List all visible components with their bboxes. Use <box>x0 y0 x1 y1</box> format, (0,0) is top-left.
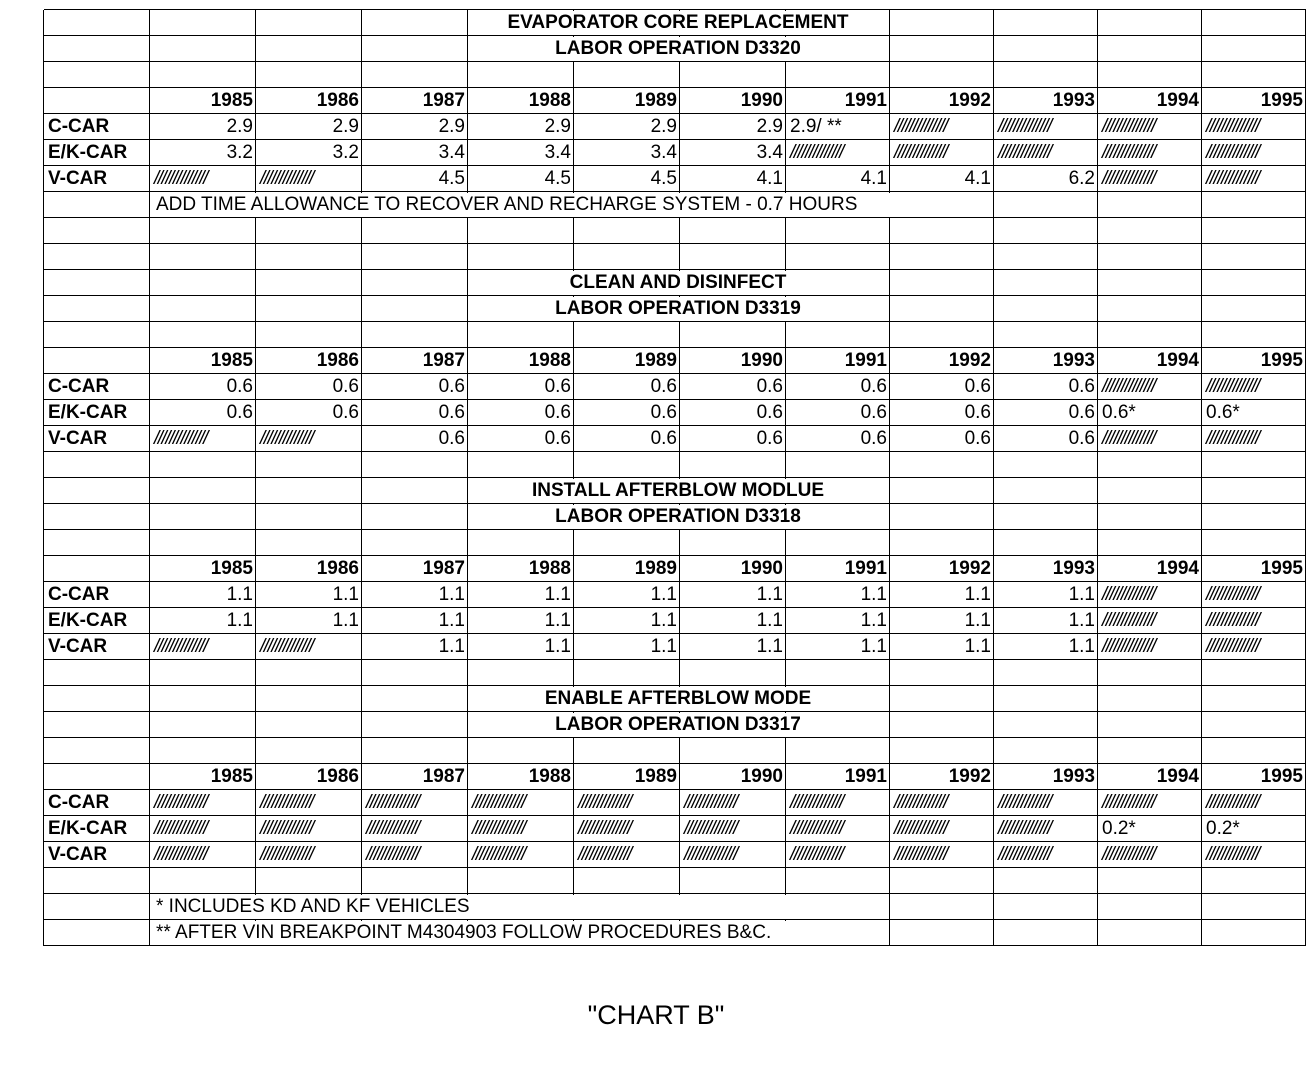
labor-time-cell: 1.1 <box>226 584 253 605</box>
year-header: 1992 <box>948 766 991 787</box>
labor-time-cell: 1.1 <box>964 636 991 657</box>
labor-time-cell: 0.6 <box>650 376 677 397</box>
year-header: 1990 <box>740 558 783 579</box>
not-applicable-cell: ////////////// <box>1206 636 1259 657</box>
labor-time-cell: 1.1 <box>860 584 887 605</box>
not-applicable-cell: ////////////// <box>894 116 947 137</box>
labor-time-cell: 0.6 <box>650 428 677 449</box>
year-header: 1986 <box>316 558 359 579</box>
labor-time-cell: 1.1 <box>1068 610 1095 631</box>
not-applicable-cell: ////////////// <box>260 428 313 449</box>
year-header: 1985 <box>210 350 253 371</box>
not-applicable-cell: ////////////// <box>790 844 843 865</box>
not-applicable-cell: ////////////// <box>684 818 737 839</box>
labor-time-cell: 1.1 <box>332 584 359 605</box>
year-header: 1989 <box>634 90 677 111</box>
year-header: 1989 <box>634 766 677 787</box>
labor-time-cell: 0.6 <box>1068 402 1095 423</box>
labor-time-cell: 1.1 <box>438 610 465 631</box>
not-applicable-cell: ////////////// <box>260 844 313 865</box>
not-applicable-cell: ////////////// <box>1206 116 1259 137</box>
vehicle-label: C-CAR <box>48 792 110 813</box>
year-header: 1986 <box>316 766 359 787</box>
labor-time-cell: 3.4 <box>438 142 465 163</box>
not-applicable-cell: ////////////// <box>1206 584 1259 605</box>
not-applicable-cell: ////////////// <box>790 792 843 813</box>
grid-hline <box>44 243 1306 244</box>
labor-time-cell: 1.1 <box>860 610 887 631</box>
not-applicable-cell: ////////////// <box>472 818 525 839</box>
not-applicable-cell: ////////////// <box>998 116 1051 137</box>
labor-time-cell: 3.4 <box>650 142 677 163</box>
not-applicable-cell: ////////////// <box>1206 844 1259 865</box>
year-header: 1988 <box>528 558 571 579</box>
labor-time-cell: 1.1 <box>438 636 465 657</box>
year-header: 1985 <box>210 90 253 111</box>
labor-time-cell: 1.1 <box>438 584 465 605</box>
labor-time-cell: 2.9 <box>544 116 571 137</box>
year-header: 1991 <box>844 766 887 787</box>
labor-time-cell: 1.1 <box>860 636 887 657</box>
not-applicable-cell: ////////////// <box>1206 428 1259 449</box>
not-applicable-cell: ////////////// <box>998 844 1051 865</box>
vehicle-label: C-CAR <box>48 584 110 605</box>
not-applicable-cell: ////////////// <box>998 818 1051 839</box>
not-applicable-cell: ////////////// <box>260 818 313 839</box>
vehicle-label: V-CAR <box>48 168 108 189</box>
not-applicable-cell: ////////////// <box>578 792 631 813</box>
labor-time-cell: 0.6 <box>544 402 571 423</box>
not-applicable-cell: ////////////// <box>1102 116 1155 137</box>
labor-time-cell: 1.1 <box>756 584 783 605</box>
vehicle-label: C-CAR <box>48 376 110 397</box>
year-header: 1994 <box>1156 766 1199 787</box>
not-applicable-cell: ////////////// <box>684 792 737 813</box>
labor-time-cell: 0.6 <box>544 428 571 449</box>
year-header: 1988 <box>528 350 571 371</box>
section-title: EVAPORATOR CORE REPLACEMENT <box>507 12 849 33</box>
labor-time-cell: 0.6 <box>860 402 887 423</box>
year-header: 1989 <box>634 350 677 371</box>
not-applicable-cell: ////////////// <box>578 818 631 839</box>
year-header: 1993 <box>1052 558 1095 579</box>
labor-operation: LABOR OPERATION D3319 <box>555 298 801 319</box>
labor-time-cell: 0.6 <box>226 402 253 423</box>
not-applicable-cell: ////////////// <box>894 844 947 865</box>
labor-time-cell: 0.6 <box>438 376 465 397</box>
not-applicable-cell: ////////////// <box>154 168 207 189</box>
vehicle-label: E/K-CAR <box>48 818 128 839</box>
labor-time-cell: 1.1 <box>332 610 359 631</box>
year-header: 1987 <box>422 766 465 787</box>
not-applicable-cell: ////////////// <box>1206 168 1259 189</box>
labor-time-cell: 0.6 <box>438 402 465 423</box>
year-header: 1988 <box>528 766 571 787</box>
not-applicable-cell: ////////////// <box>472 844 525 865</box>
not-applicable-cell: ////////////// <box>260 168 313 189</box>
labor-time-cell: 2.9 <box>756 116 783 137</box>
section-note: ADD TIME ALLOWANCE TO RECOVER AND RECHARGE SYSTEM - 0.7 HOURS <box>156 194 858 215</box>
not-applicable-cell: ////////////// <box>260 636 313 657</box>
labor-time-cell: 0.6 <box>332 376 359 397</box>
labor-time-cell: 0.6 <box>226 376 253 397</box>
labor-operation: LABOR OPERATION D3320 <box>555 38 801 59</box>
year-header: 1987 <box>422 558 465 579</box>
not-applicable-cell: ////////////// <box>154 818 207 839</box>
not-applicable-cell: ////////////// <box>894 818 947 839</box>
not-applicable-cell: ////////////// <box>684 844 737 865</box>
labor-time-cell: 0.6 <box>756 402 783 423</box>
vehicle-label: V-CAR <box>48 636 108 657</box>
labor-time-cell: 6.2 <box>1068 168 1095 189</box>
not-applicable-cell: ////////////// <box>1102 792 1155 813</box>
year-header: 1992 <box>948 90 991 111</box>
labor-time-cell: 4.1 <box>756 168 783 189</box>
not-applicable-cell: ////////////// <box>154 636 207 657</box>
not-applicable-cell: ////////////// <box>790 142 843 163</box>
not-applicable-cell: ////////////// <box>1102 844 1155 865</box>
labor-time-cell: 0.6 <box>860 376 887 397</box>
labor-time-cell: 0.6 <box>756 376 783 397</box>
year-header: 1991 <box>844 558 887 579</box>
labor-time-cell: 3.4 <box>756 142 783 163</box>
not-applicable-cell: ////////////// <box>1206 610 1259 631</box>
labor-time-cell: 0.6 <box>964 428 991 449</box>
labor-time-cell: 1.1 <box>964 610 991 631</box>
labor-time-cell: 3.2 <box>226 142 253 163</box>
year-header: 1990 <box>740 350 783 371</box>
labor-time-cell: 0.6 <box>544 376 571 397</box>
not-applicable-cell: ////////////// <box>998 142 1051 163</box>
not-applicable-cell: ////////////// <box>1206 142 1259 163</box>
labor-operation: LABOR OPERATION D3317 <box>555 714 801 735</box>
labor-time-cell: 3.2 <box>332 142 359 163</box>
footnote: ** AFTER VIN BREAKPOINT M4304903 FOLLOW PROCEDURES B&C. <box>156 922 772 943</box>
year-header: 1989 <box>634 558 677 579</box>
labor-time-cell: 1.1 <box>226 610 253 631</box>
not-applicable-cell: ////////////// <box>260 792 313 813</box>
not-applicable-cell: ////////////// <box>154 428 207 449</box>
chart-caption: "CHART B" <box>587 1000 725 1030</box>
not-applicable-cell: ////////////// <box>154 792 207 813</box>
vehicle-label: C-CAR <box>48 116 110 137</box>
labor-time-cell: 1.1 <box>650 636 677 657</box>
not-applicable-cell: ////////////// <box>894 142 947 163</box>
labor-time-cell: 1.1 <box>1068 636 1095 657</box>
not-applicable-cell: ////////////// <box>366 818 419 839</box>
year-header: 1994 <box>1156 350 1199 371</box>
year-header: 1993 <box>1052 90 1095 111</box>
year-header: 1991 <box>844 350 887 371</box>
year-header: 1995 <box>1260 350 1303 371</box>
labor-time-cell: 0.6 <box>650 402 677 423</box>
not-applicable-cell: ////////////// <box>1102 428 1155 449</box>
vehicle-label: E/K-CAR <box>48 402 128 423</box>
labor-time-cell: 4.5 <box>544 168 571 189</box>
labor-time-cell: 0.6 <box>332 402 359 423</box>
labor-time-cell: 2.9 <box>226 116 253 137</box>
not-applicable-cell: ////////////// <box>1102 584 1155 605</box>
year-header: 1990 <box>740 90 783 111</box>
labor-time-cell: 3.4 <box>544 142 571 163</box>
vehicle-label: V-CAR <box>48 844 108 865</box>
labor-time-cell: 0.2* <box>1102 818 1136 839</box>
vehicle-label: E/K-CAR <box>48 610 128 631</box>
year-header: 1986 <box>316 350 359 371</box>
labor-time-cell: 1.1 <box>1068 584 1095 605</box>
not-applicable-cell: ////////////// <box>578 844 631 865</box>
year-header: 1987 <box>422 350 465 371</box>
year-header: 1985 <box>210 558 253 579</box>
year-header: 1992 <box>948 558 991 579</box>
not-applicable-cell: ////////////// <box>1206 792 1259 813</box>
labor-time-cell: 0.6 <box>756 428 783 449</box>
not-applicable-cell: ////////////// <box>1102 168 1155 189</box>
not-applicable-cell: ////////////// <box>1102 610 1155 631</box>
year-header: 1988 <box>528 90 571 111</box>
footnote: * INCLUDES KD AND KF VEHICLES <box>156 896 470 917</box>
section-title: CLEAN AND DISINFECT <box>569 272 787 293</box>
labor-time-cell: 2.9 <box>650 116 677 137</box>
labor-time-cell: 1.1 <box>544 610 571 631</box>
labor-time-cell: 1.1 <box>650 610 677 631</box>
year-header: 1993 <box>1052 766 1095 787</box>
section-title: INSTALL AFTERBLOW MODLUE <box>531 480 824 501</box>
year-header: 1991 <box>844 90 887 111</box>
labor-time-cell: 0.2* <box>1206 818 1240 839</box>
not-applicable-cell: ////////////// <box>1102 376 1155 397</box>
labor-time-cell: 4.5 <box>650 168 677 189</box>
labor-time-cell: 1.1 <box>756 610 783 631</box>
not-applicable-cell: ////////////// <box>1206 376 1259 397</box>
vehicle-label: V-CAR <box>48 428 108 449</box>
year-header: 1995 <box>1260 90 1303 111</box>
year-header: 1985 <box>210 766 253 787</box>
year-header: 1995 <box>1260 766 1303 787</box>
labor-time-cell: 4.5 <box>438 168 465 189</box>
labor-time-cell: 0.6 <box>1068 376 1095 397</box>
labor-time-cell: 0.6 <box>1068 428 1095 449</box>
not-applicable-cell: ////////////// <box>790 818 843 839</box>
labor-time-cell: 1.1 <box>964 584 991 605</box>
labor-time-cell: 4.1 <box>860 168 887 189</box>
labor-time-cell: 0.6 <box>964 376 991 397</box>
labor-time-cell: 2.9/ ** <box>790 116 842 137</box>
not-applicable-cell: ////////////// <box>894 792 947 813</box>
not-applicable-cell: ////////////// <box>154 844 207 865</box>
year-header: 1995 <box>1260 558 1303 579</box>
labor-time-cell: 4.1 <box>964 168 991 189</box>
labor-time-cell: 0.6 <box>964 402 991 423</box>
year-header: 1992 <box>948 350 991 371</box>
labor-time-cell: 2.9 <box>332 116 359 137</box>
labor-time-cell: 0.6 <box>860 428 887 449</box>
year-header: 1986 <box>316 90 359 111</box>
not-applicable-cell: ////////////// <box>366 792 419 813</box>
not-applicable-cell: ////////////// <box>1102 636 1155 657</box>
not-applicable-cell: ////////////// <box>998 792 1051 813</box>
not-applicable-cell: ////////////// <box>366 844 419 865</box>
labor-time-cell: 0.6 <box>438 428 465 449</box>
year-header: 1994 <box>1156 90 1199 111</box>
year-header: 1987 <box>422 90 465 111</box>
labor-time-cell: 1.1 <box>756 636 783 657</box>
labor-operation: LABOR OPERATION D3318 <box>555 506 801 527</box>
labor-time-cell: 1.1 <box>544 584 571 605</box>
year-header: 1990 <box>740 766 783 787</box>
year-header: 1994 <box>1156 558 1199 579</box>
labor-time-cell: 2.9 <box>438 116 465 137</box>
not-applicable-cell: ////////////// <box>1102 142 1155 163</box>
labor-time-cell: 1.1 <box>544 636 571 657</box>
labor-time-cell: 0.6* <box>1102 402 1136 423</box>
vehicle-label: E/K-CAR <box>48 142 128 163</box>
labor-time-cell: 1.1 <box>650 584 677 605</box>
labor-time-cell: 0.6* <box>1206 402 1240 423</box>
year-header: 1993 <box>1052 350 1095 371</box>
section-title: ENABLE AFTERBLOW MODE <box>544 688 812 709</box>
not-applicable-cell: ////////////// <box>472 792 525 813</box>
